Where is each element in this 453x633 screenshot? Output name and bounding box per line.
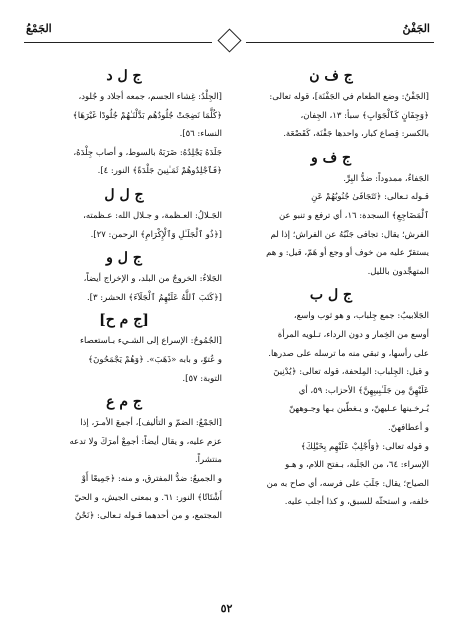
page-number: ٥٢ <box>220 602 233 615</box>
entry-root-heading: ج ل و <box>106 250 142 267</box>
entry-text-line: جَلَدَهُ يَجْلِدُهُ: ضَرَبَهُ بالسوط، و أصاب جِلْدَهُ، <box>73 147 222 158</box>
entry-text-line: قـوله تـعالى: ﴿تَتَجَافَىٰ جُنُوبُهُمْ عَنِ <box>311 192 429 203</box>
entry-text-line: ٱلْمَضَاجِعِ﴾ السجدة: ١٦، أي ترفع و تنبو عن <box>278 210 429 221</box>
entry-text-line: عَلَيْهِنَّ مِن جَلَـٰبِيبِهِنَّ﴾ الأحزاب: ٥٩، أي <box>298 385 429 396</box>
diamond-ornament-icon <box>217 28 241 52</box>
entry-text-line: و أعطافهنّ. <box>388 422 429 433</box>
entry-text-line: [﴿ذُو ٱلْجَلَـٰلِ وَٱلْإِكْرَامِ﴾ الرحمن: ٢٧]. <box>90 229 222 240</box>
entry-text-line: التوبة: ٥٧]. <box>182 373 222 384</box>
entry-text-line: و عُتوّ، و بابه «ذَهَبَ». ﴿وَهُمْ يَجْمَحُونَ﴾ <box>88 354 222 365</box>
entry-text-line: [الجِلْدُ: غِشاء الجسم، جمعه أجلاد و جُلود، <box>78 92 222 102</box>
entry-text-line: أَشْتَاتًا﴾ النور: ٦١. و بمعنى الجيش، و الحيّ <box>74 492 222 503</box>
header-rule-right <box>246 42 434 43</box>
entry-text-line: ﴿فَٱجْلِدُوهُمْ ثَمَـٰنِينَ جَلْدَةً﴾ النور: ٤]. <box>97 166 222 177</box>
entry-text-line: منتشراً. <box>194 455 222 466</box>
entry-text-line: المجتمع، و من أحدهما قـوله تـعالى: ﴿نَحْنُ <box>75 511 222 522</box>
entry-text-line: الإسراء: ٦٤، من الجَلَبة، بـفتح اللام، و هـو <box>285 460 429 471</box>
entry-text-line: [الجُمُوحُ: الإسراع إلى الشـيء بـاستعصاء <box>79 336 222 347</box>
header-right-word: الجَفْنُ <box>402 22 430 35</box>
entry-text-line: المتهجِّدون بالليل. <box>367 266 429 277</box>
entry-text-line: أوسع من الخِمار و دون الرداء، تـلويه المرأة <box>277 329 429 340</box>
left-column <box>26 62 222 526</box>
entry-text-line: الجَلاءُ: الخروجُ من البلد، و الإخراج أيضاً، <box>83 274 222 285</box>
entry-text-line: ﴿وَجِفَانٍ كَٱلْجَوَابِ﴾ سبأ: ١٣، الجِفان، <box>300 110 429 121</box>
entry-text-line: الجَـلالُ: العـظمة، و جـلال الله: عـظمته، <box>83 210 222 221</box>
entry-text-line: ﴿كُلَّمَا نَضِجَتْ جُلُودُهُم بَدَّلْنَـٰهُمْ جُلُودًا غَيْرَهَا﴾ <box>72 110 222 121</box>
entry-text-line: النساء: ٥٦]. <box>179 129 222 140</box>
header-rule-left <box>24 42 212 43</box>
entry-text-line: على رأسها، و تبقي منه ما ترسله على صدرها. <box>268 348 429 359</box>
entry-text-line: [الجَفْنُ: وضع الطعام في الجَفْنَة]، قوله تعالى: <box>269 92 429 102</box>
right-column <box>233 62 429 512</box>
entry-text-line: الصياح؛ يقال: جَلَبَ على فرسه، أي صاح به من <box>266 478 429 489</box>
entry-root-heading: ج ل د <box>106 68 142 84</box>
entry-root-heading: [ج م ح] <box>99 312 149 329</box>
entry-root-heading: ج ل ل <box>104 186 144 203</box>
entry-text-line: الفرش؛ يقال: تجافى جَنْبُهُ عن الفراش؛ إذا لم <box>270 229 429 240</box>
entry-text-line: [الجَمْعُ: الضمّ و التأليف]، أجمعَ الأمـرَ، إذا <box>80 418 222 429</box>
entry-text-line: خلفه، و استحثّه للسبق، و كذا أجلب عليه. <box>284 497 429 508</box>
entry-text-line: و قيل: الجِلباب: المِلحفة، قوله تعالى: ﴿يُدْنِينَ <box>273 367 429 378</box>
entry-root-heading: ج ف و <box>310 149 352 166</box>
entry-text-line: و قوله تعالى: ﴿وَأَجْلِبْ عَلَيْهِم بِخَيْلِكَ﴾ <box>300 441 429 452</box>
entry-text-line: و الجميعُ: ضدُّ المفترق، و منه: ﴿جَمِيعًا أَوْ <box>81 473 222 484</box>
running-header <box>24 20 434 50</box>
entry-text-line: عزم عليه، و يقال أيضاً: أجمِعْ أمرَكَ ولا تدعه <box>69 436 222 447</box>
entry-text-line: الجَلابيبُ: جمع جِلباب، و هو ثوب واسع، <box>293 311 429 322</box>
header-left-word: الجَمْعُ <box>26 22 52 35</box>
entry-text-line: يستقرّ عليه من خوف أو وجع أو هَمّ، قيل: و هم <box>266 248 429 259</box>
entry-root-heading: ج م ع <box>106 394 142 411</box>
entry-text-line: الجَفاءُ، ممدوداً: ضدُّ البِرِّ. <box>343 173 429 184</box>
entry-text-line: يُـرخـينها عـليهنّ، و يـغطّين بـها وجـوههنّ <box>288 404 429 415</box>
entry-text-line: بالكسر: قِصاع كبار، واحدها جَفْنَة، كَقَصْعَة. <box>283 129 429 140</box>
entry-root-heading: ج ف ن <box>309 68 353 84</box>
entry-text-line: [﴿كَتَبَ ٱللَّهُ عَلَيْهِمُ ٱلْجَلَآءَ﴾ الحشر: ٣]. <box>86 292 222 303</box>
entry-root-heading: ج ل ب <box>309 287 353 304</box>
